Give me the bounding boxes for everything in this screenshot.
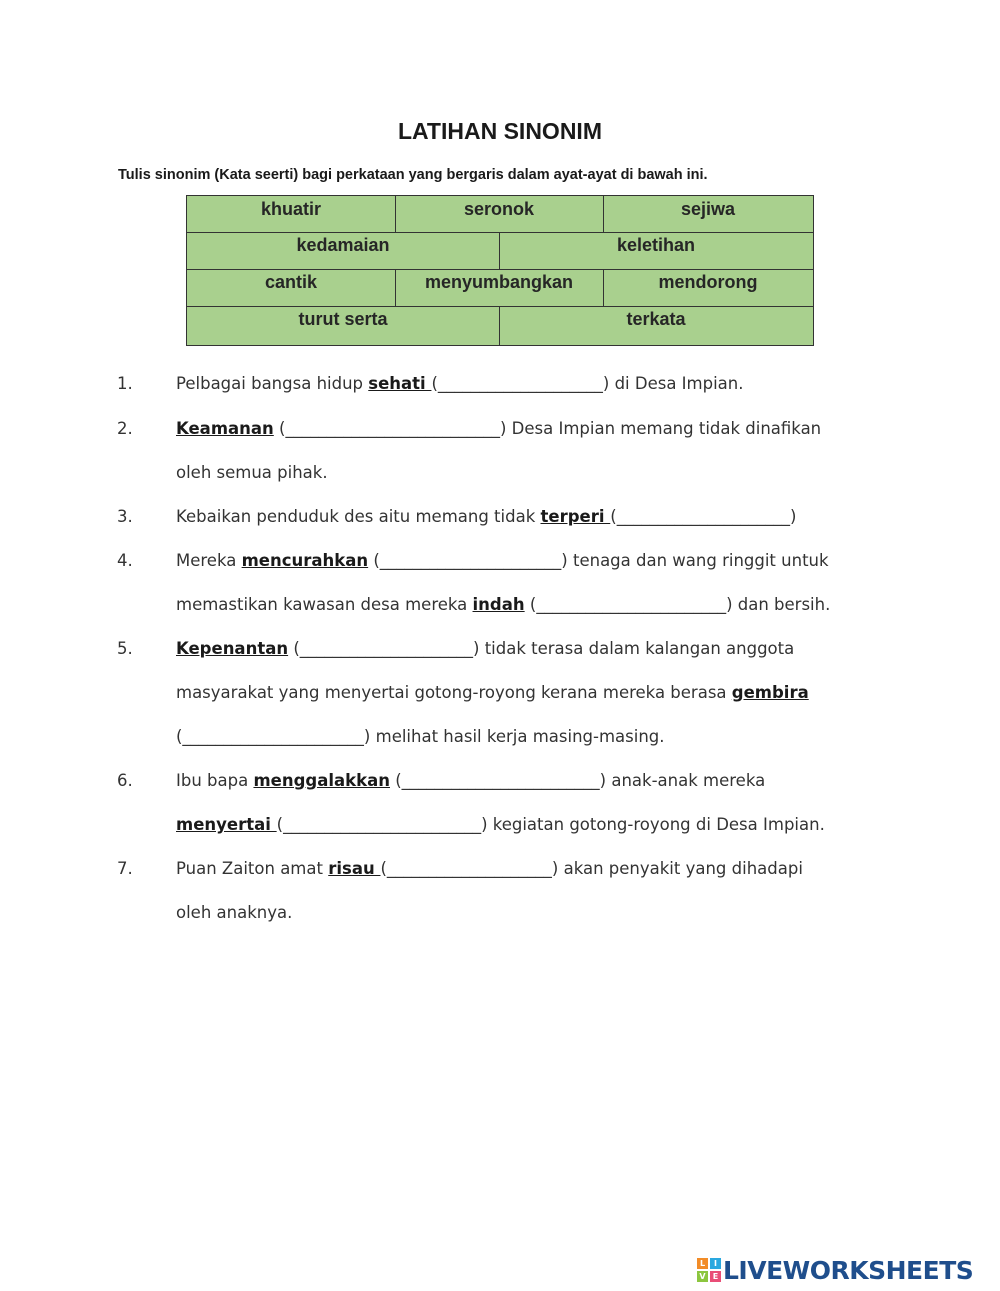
question-line: [176, 815, 825, 834]
keyword: terperi: [540, 507, 611, 526]
page-title: LATIHAN SINONIM: [397, 118, 602, 144]
answer-blank[interactable]: (____________________) di Desa Impian.: [431, 374, 744, 393]
keyword: sehati: [368, 374, 432, 393]
question-line: masyarakat yang menyertai gotong-royong kerana mereka berasa gembira: [176, 683, 809, 702]
word-bank-cell: menyumbangkan: [424, 272, 574, 292]
word-bank-cell: khuatir: [260, 199, 321, 219]
logo-squares-icon: [697, 1258, 721, 1282]
question-line: Pelbagai bangsa hidup sehati (____________________) di Desa Impian.: [176, 374, 744, 393]
question-number: 5.: [117, 639, 133, 658]
question-line: Mereka mencurahkan (______________________) tenaga dan wang ringgit untuk: [176, 551, 829, 570]
keyword: indah: [472, 595, 525, 614]
question-number: 3.: [117, 507, 133, 526]
question-line: Puan Zaiton amat risau (____________________) akan penyakit yang dihadapi: [176, 859, 803, 878]
word-bank-cell: mendorong: [658, 272, 758, 292]
logo-square: V: [697, 1271, 708, 1282]
keyword: mencurahkan: [241, 551, 369, 570]
word-bank-cell: terkata: [626, 309, 686, 329]
word-bank-cell: kedamaian: [296, 235, 390, 255]
answer-blank[interactable]: (________________________) anak-anak mereka: [389, 771, 766, 790]
question-line: oleh anaknya.: [176, 903, 293, 922]
keyword: Kepenantan: [176, 639, 289, 658]
keyword: menyertai: [176, 815, 277, 834]
logo-square: L: [697, 1258, 708, 1269]
word-bank-cell: cantik: [264, 272, 318, 292]
question-line: [176, 419, 821, 438]
question-number: 4.: [117, 551, 133, 570]
question-number: 7.: [117, 859, 133, 878]
word-bank-cell: sejiwa: [680, 199, 736, 219]
keyword: Keamanan: [176, 419, 274, 438]
answer-blank[interactable]: (_______________________) dan bersih.: [524, 595, 831, 614]
answer-blank[interactable]: (______________________) melihat hasil kerja masing-masing.: [176, 727, 665, 746]
liveworksheets-logo: [697, 1255, 973, 1285]
question-number: 1.: [117, 374, 133, 393]
answer-blank[interactable]: (____________________) akan penyakit yang dihadapi: [380, 859, 803, 878]
answer-blank[interactable]: (________________________) kegiatan gotong-royong di Desa Impian.: [276, 815, 825, 834]
word-bank-cell: keletihan: [616, 235, 696, 255]
question-line: memastikan kawasan desa mereka indah (_______________________) dan bersih.: [176, 595, 831, 614]
word-bank-cell: seronok: [463, 199, 535, 219]
logo-square: I: [710, 1258, 721, 1269]
word-bank-table: [186, 195, 814, 346]
logo-text: LIVEWORKSHEETS: [723, 1255, 974, 1285]
question-line: Ibu bapa menggalakkan (________________________) anak-anak mereka: [176, 771, 766, 790]
word-bank-cell: turut serta: [298, 309, 388, 329]
keyword: gembira: [731, 683, 809, 702]
question-number: 2.: [117, 419, 133, 438]
keyword: menggalakkan: [253, 771, 390, 790]
question-number: 6.: [117, 771, 133, 790]
keyword: risau: [328, 859, 381, 878]
answer-blank[interactable]: (__________________________) Desa Impian memang tidak dinafikan: [273, 419, 822, 438]
answer-blank[interactable]: (______________________) tenaga dan wang ringgit untuk: [368, 551, 829, 570]
answer-blank[interactable]: (_____________________): [610, 507, 797, 526]
instruction-text: Tulis sinonim (Kata seerti) bagi perkataan yang bergaris dalam ayat-ayat di bawah ini.: [118, 167, 708, 183]
logo-square: E: [710, 1271, 721, 1282]
question-line: Kebaikan penduduk des aitu memang tidak terperi (_____________________): [176, 507, 797, 526]
question-line: [176, 639, 794, 658]
question-line: oleh semua pihak.: [176, 463, 328, 482]
answer-blank[interactable]: (_____________________) tidak terasa dalam kalangan anggota: [288, 639, 795, 658]
